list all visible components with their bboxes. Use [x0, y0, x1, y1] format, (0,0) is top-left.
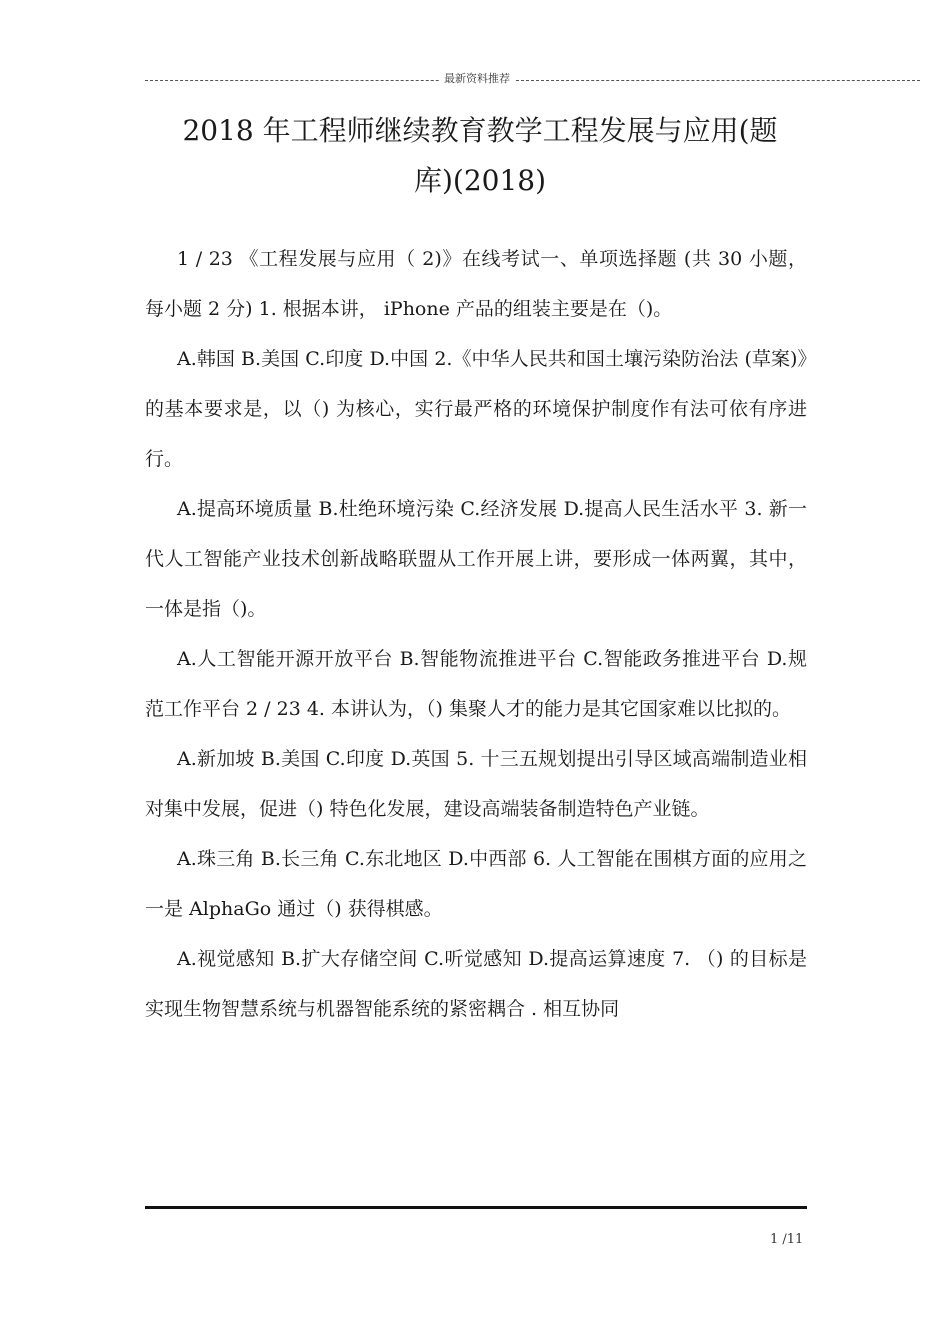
paragraph-2: A.韩国 B.美国 C.印度 D.中国 2.《中华人民共和国土壤污染防治法 (草案)》的基本要求是，以（) 为核心，实行最严格的环境保护制度作有法可依有序进行。	[145, 348, 807, 470]
header-dashed-rule	[145, 80, 920, 81]
paragraph-6: A.珠三角 B.长三角 C.东北地区 D.中西部 6. 人工智能在围棋方面的应用之一是 AlphaGo 通过（) 获得棋感。	[145, 848, 807, 920]
paragraph-4: A.人工智能开源开放平台 B.智能物流推进平台 C.智能政务推进平台 D.规范工作平台 2 / 23 4. 本讲认为，（) 集聚人才的能力是其它国家难以比拟的。	[145, 648, 807, 720]
page-number: 1 /11	[770, 1232, 804, 1247]
footer-rule	[145, 1206, 807, 1209]
paragraph-3: A.提高环境质量 B.杜绝环境污染 C.经济发展 D.提高人民生活水平 3. 新一代人工智能产业技术创新战略联盟从工作开展上讲，要形成一体两翼，其中，一体是指（)。	[145, 498, 807, 620]
header-label: 最新资料推荐	[440, 72, 514, 86]
title-line-2: 库)(2018)	[413, 164, 547, 197]
paragraph-7: A.视觉感知 B.扩大存储空间 C.听觉感知 D.提高运算速度 7. （) 的目标是实现生物智慧系统与机器智能系统的紧密耦合 . 相互协同	[145, 948, 807, 1020]
document-body	[145, 234, 807, 1034]
document-title	[150, 106, 810, 206]
paragraph-1: 1 / 23 《工程发展与应用（ 2)》在线考试一、单项选择题 (共 30 小题，每小题 2 分) 1. 根据本讲， iPhone 产品的组装主要是在（)。	[145, 248, 807, 320]
title-line-1: 2018 年工程师继续教育教学工程发展与应用(题	[182, 114, 778, 147]
paragraph-5: A.新加坡 B.美国 C.印度 D.英国 5. 十三五规划提出引导区域高端制造业相对集中发展，促进（) 特色化发展，建设高端装备制造特色产业链。	[145, 748, 807, 820]
